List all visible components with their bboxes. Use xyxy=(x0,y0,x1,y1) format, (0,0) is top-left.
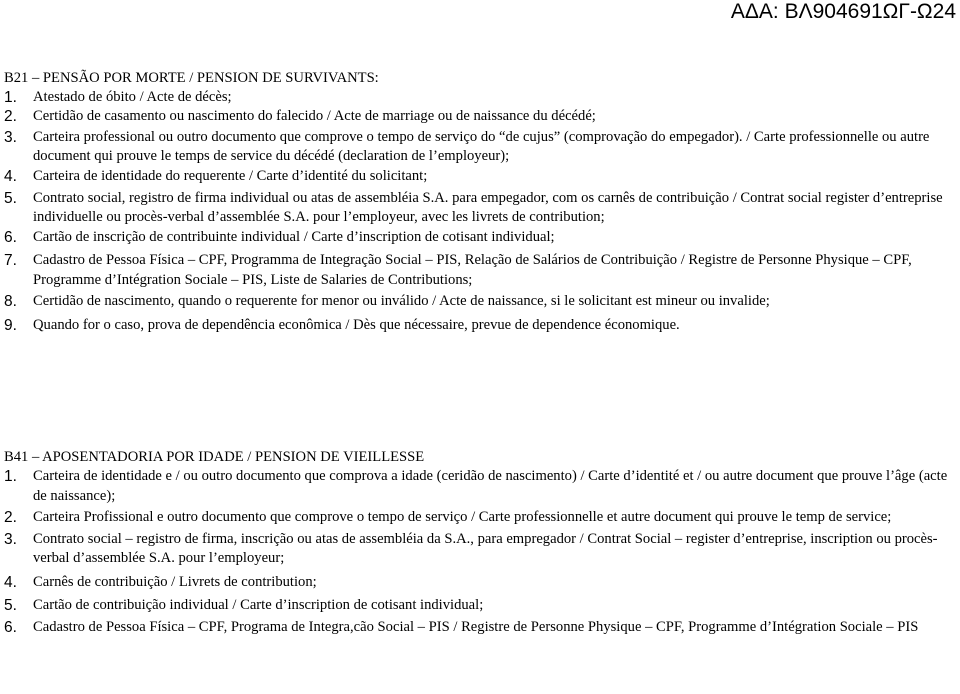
item-text: Quando for o caso, prova de dependência econômica / Dès que nécessaire, prevue de dependence économique. xyxy=(33,317,680,334)
item-number: 8. xyxy=(4,293,17,311)
item-number: 1. xyxy=(4,89,17,106)
list-item xyxy=(4,107,949,126)
item-number: 2. xyxy=(4,509,17,527)
requirements-list xyxy=(4,467,949,638)
item-text: Cartão de inscrição de contribuinte individual / Carte d’inscription de cotisant individual; xyxy=(33,228,555,245)
list-item xyxy=(4,618,949,638)
item-text: Cartão de contribuição individual / Carte d’inscription de cotisant individual; xyxy=(33,596,484,613)
list-item xyxy=(4,128,949,167)
section-title: B21 – PENSÃO POR MORTE / PENSION DE SURVIVANTS: xyxy=(4,70,379,86)
item-number: 4. xyxy=(4,573,17,591)
item-number: 5. xyxy=(4,596,17,614)
item-number: 3. xyxy=(4,530,17,548)
requirements-list xyxy=(4,88,949,336)
item-text: Carteira professional ou outro documento que comprove o tempo de serviço do “de cujus” (comprovação do empegador). / Carte professionnelle ou autre document qui prouve le temps de service du décédé (declaration de l’employeur); xyxy=(33,128,930,165)
list-item xyxy=(4,596,949,616)
list-item xyxy=(4,530,949,569)
item-text: Contrato social – registro de firma, inscrição ou atas de assembléia da S.A., para empregador / Contrat Social – register d’entreprise, inscription ou procès-verbal d’assemblée S.A. pour l’employeur; xyxy=(33,530,938,567)
list-item xyxy=(4,467,949,506)
list-item xyxy=(4,189,949,228)
item-text: Atestado de óbito / Acte de décès; xyxy=(33,89,232,105)
list-item xyxy=(4,251,949,290)
section-title: B41 – APOSENTADORIA POR IDADE / PENSION DE VIEILLESSE xyxy=(4,449,425,465)
item-number: 3. xyxy=(4,128,17,146)
section-b41 xyxy=(4,448,949,638)
list-item xyxy=(4,167,949,186)
item-text: Contrato social, registro de firma individual ou atas de assembléia S.A. para empegador, com os carnês de contribuição / Contrat social register d’entreprise individuelle ou procès-verbal d’assemblée S.A. pour l’employeur, avec les livrets de contribution; xyxy=(33,190,943,226)
item-number: 6. xyxy=(4,228,17,246)
item-number: 1. xyxy=(4,468,17,485)
item-number: 9. xyxy=(4,317,17,335)
item-text: Carteira de identidade e / ou outro documento que comprova a idade (ceridão de nascimento) / Carte d’identité et / ou autre document que prouve l’âge (acte de naissance); xyxy=(33,468,948,504)
item-text: Certidão de nascimento, quando o requerente for menor ou inválido / Acte de naissance, si le solicitant est mineur ou invalide; xyxy=(33,293,770,310)
item-number: 2. xyxy=(4,108,17,126)
item-text: Carnês de contribuição / Livrets de contribution; xyxy=(33,573,317,590)
list-item xyxy=(4,316,949,335)
item-number: 7. xyxy=(4,252,17,270)
item-text: Carteira Profissional e outro documento que comprove o tempo de serviço / Carte professionnelle et autre document qui prouve le temp de service; xyxy=(33,509,892,526)
section-b21 xyxy=(4,69,949,336)
item-number: 5. xyxy=(4,190,17,208)
list-item xyxy=(4,508,949,528)
list-item xyxy=(4,573,949,593)
item-text: Certidão de casamento ou nascimento do falecido / Acte de marriage ou de naissance du décédé; xyxy=(33,108,596,125)
item-text: Cadastro de Pessoa Física – CPF, Programma de Integração Social – PIS, Relação de Salários de Contribuição / Registre de Personne Physique – CPF, Programme d’Intégration Sociale – PIS, Liste de Salaries de Contributions; xyxy=(33,252,912,288)
item-text: Cadastro de Pessoa Física – CPF, Programa de Integra,cão Social – PIS / Registre de Personne Physique – CPF, Programme d’Intégration Sociale – PIS xyxy=(33,619,919,636)
list-item xyxy=(4,292,949,311)
item-text: Carteira de identidade do requerente / Carte d’identité du solicitant; xyxy=(33,167,428,184)
list-item xyxy=(4,228,949,247)
item-number: 6. xyxy=(4,619,17,637)
item-number: 4. xyxy=(4,167,17,185)
document-reference-id: ΑΔΑ: ΒΛ904691ΩΓ-Ω24 xyxy=(730,0,956,23)
list-item xyxy=(4,88,949,107)
